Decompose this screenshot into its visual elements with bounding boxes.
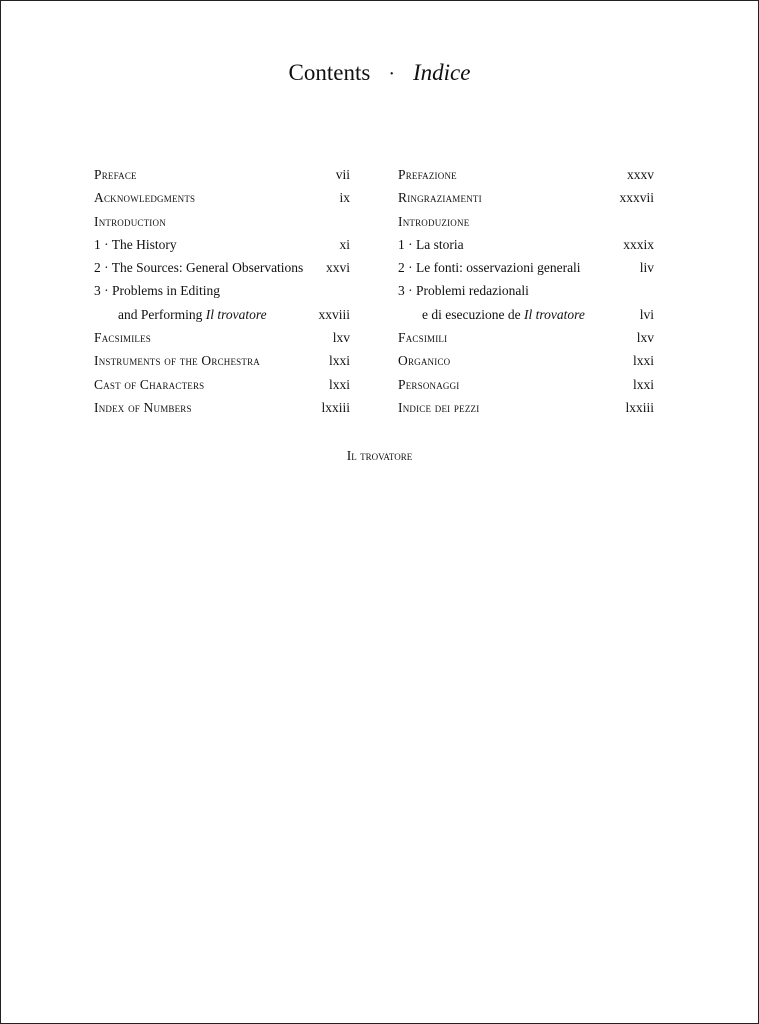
toc-entry-label: 1 · La storia <box>398 236 464 252</box>
toc-entry-esecuzione[interactable] <box>398 303 654 326</box>
toc-entry-page: lxxi <box>632 376 654 392</box>
toc-entry-preface[interactable] <box>94 163 350 186</box>
toc-entry-indice[interactable] <box>398 396 654 419</box>
toc-entry-page: xxxv <box>627 167 654 182</box>
toc-entry-label-italic: Il trovatore <box>523 306 585 322</box>
toc-entry-cast[interactable] <box>94 373 350 396</box>
toc-entry-label: Preface <box>94 167 137 182</box>
toc-entry-page: lxv <box>636 330 654 346</box>
toc-entry-label: 2 · Le fonti: osservazioni generali <box>398 260 581 276</box>
toc-entry-label: Instruments of the Orchestra <box>94 353 260 369</box>
toc-entry-page: lxxiii <box>625 399 654 415</box>
toc-entry-page: xxxvii <box>619 190 654 206</box>
toc-entry-introduction <box>94 210 350 233</box>
toc-entry-label: Index of Numbers <box>94 399 192 415</box>
toc-entry-page: vii <box>335 167 350 182</box>
toc-entry-label <box>398 303 585 326</box>
toc-entry-label: Organico <box>398 353 451 369</box>
toc-entry-page: lxxi <box>328 353 350 369</box>
page-title <box>0 58 759 89</box>
toc-entry-introduzione <box>398 210 654 233</box>
toc-entry-history[interactable] <box>94 233 350 256</box>
toc-entry-label-text: e di esecuzione de <box>422 306 524 322</box>
toc-entry-fonti[interactable] <box>398 256 654 279</box>
toc-entry-label: Prefazione <box>398 167 457 182</box>
toc-entry-label: Acknowledgments <box>94 190 196 206</box>
toc-entry-instruments[interactable] <box>94 349 350 372</box>
title-separator: · <box>388 63 395 85</box>
toc-entry-page: lxv <box>332 330 350 346</box>
toc-entry-label: Facsimili <box>398 330 448 346</box>
toc-entry-problems <box>94 279 350 302</box>
toc-entry-page: xxviii <box>318 306 350 322</box>
toc-entry-sources[interactable] <box>94 256 350 279</box>
toc-entry-ringraziamenti[interactable] <box>398 186 654 209</box>
toc-entry-page: lvi <box>639 306 654 322</box>
contents-column-italian <box>398 163 654 419</box>
contents-column-english <box>94 163 350 419</box>
toc-entry-label: Introduzione <box>398 213 470 229</box>
toc-entry-index[interactable] <box>94 396 350 419</box>
toc-entry-label: 2 · The Sources: General Observations <box>94 260 304 276</box>
toc-entry-label: Introduction <box>94 213 166 229</box>
toc-entry-organico[interactable] <box>398 349 654 372</box>
toc-entry-page: lxxi <box>328 376 350 392</box>
toc-entry-page: liv <box>639 260 654 276</box>
title-main: Contents <box>288 60 371 85</box>
toc-entry-label: Ringraziamenti <box>398 190 482 206</box>
toc-entry-prefazione[interactable] <box>398 163 654 186</box>
toc-entry-performing[interactable] <box>94 303 350 326</box>
toc-entry-facsimili[interactable] <box>398 326 654 349</box>
toc-entry-label: 3 · Problems in Editing <box>94 283 220 299</box>
title-italic: Indice <box>412 60 471 85</box>
toc-entry-label-text: and Performing <box>118 306 206 322</box>
toc-entry-label: Indice dei pezzi <box>398 399 480 415</box>
toc-entry-page: xxvi <box>325 260 350 276</box>
toc-entry-facsimiles[interactable] <box>94 326 350 349</box>
toc-entry-label-italic: Il trovatore <box>205 306 267 322</box>
toc-entry-label: Cast of Characters <box>94 376 205 392</box>
toc-entry-label: Facsimiles <box>94 330 152 346</box>
toc-entry-storia[interactable] <box>398 233 654 256</box>
toc-entry-page: xi <box>339 236 350 252</box>
toc-entry-label: 3 · Problemi redazionali <box>398 283 529 299</box>
toc-entry-page: lxxi <box>632 353 654 369</box>
toc-entry-personaggi[interactable] <box>398 373 654 396</box>
toc-entry-label: 1 · The History <box>94 236 177 252</box>
toc-entry-page: xxxix <box>623 236 654 252</box>
toc-entry-page: lxxiii <box>321 399 350 415</box>
opera-title[interactable]: Il trovatore <box>346 448 413 463</box>
toc-entry-acknowledgments[interactable] <box>94 186 350 209</box>
toc-entry-label <box>94 303 267 326</box>
toc-entry-label: Personaggi <box>398 376 460 392</box>
toc-entry-page: ix <box>339 190 350 206</box>
toc-entry-problemi <box>398 279 654 302</box>
